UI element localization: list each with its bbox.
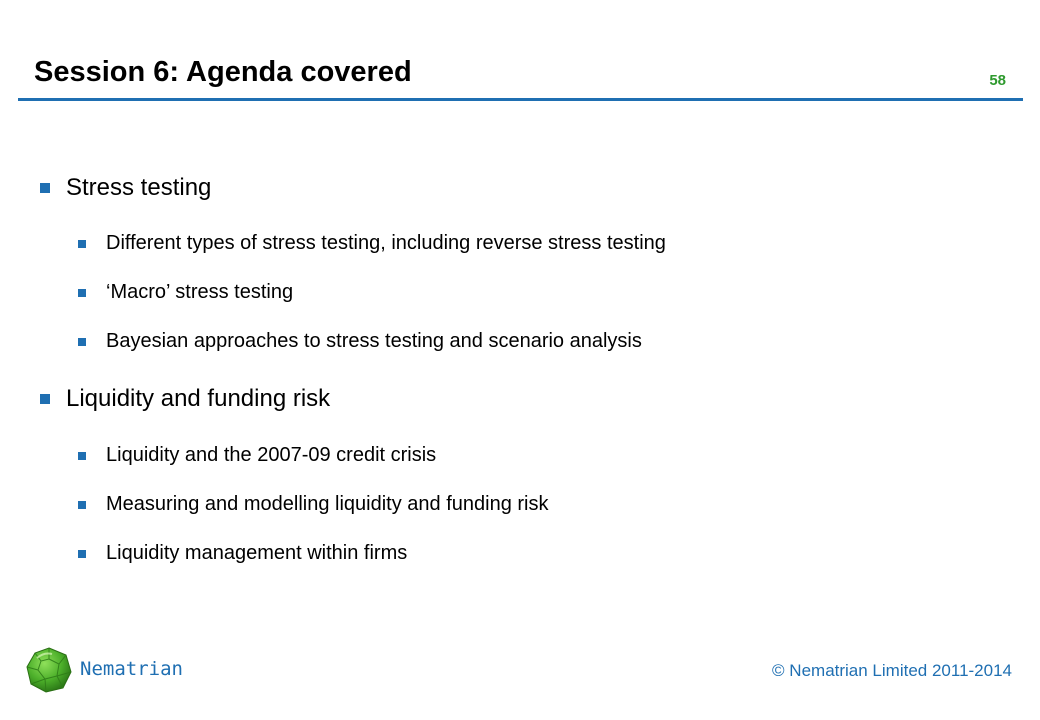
sub-bullet-item	[78, 281, 293, 304]
bullet-text: Stress testing	[66, 174, 212, 201]
square-bullet-icon	[40, 394, 50, 404]
bullet-item	[40, 174, 211, 202]
slide-title: Session 6: Agenda covered	[34, 56, 412, 88]
square-bullet-icon	[78, 289, 86, 297]
sub-bullet-item	[78, 330, 642, 353]
bullet-item	[40, 385, 330, 413]
footer-copyright: © Nematrian Limited 2011-2014	[772, 661, 1012, 680]
sub-bullet-text: ‘Macro’ stress testing	[106, 281, 294, 303]
sub-bullet-item	[78, 542, 407, 565]
sub-bullet-text: Different types of stress testing, including reverse stress testing	[106, 232, 666, 254]
square-bullet-icon	[78, 550, 86, 558]
square-bullet-icon	[78, 452, 86, 460]
slide-number: 58	[989, 72, 1006, 89]
square-bullet-icon	[78, 338, 86, 346]
sub-bullet-text: Liquidity and the 2007-09 credit crisis	[106, 444, 437, 466]
title-divider	[18, 98, 1023, 101]
geodesic-sphere-logo-icon	[24, 645, 74, 695]
square-bullet-icon	[78, 240, 86, 248]
bullet-text: Liquidity and funding risk	[66, 385, 331, 412]
sub-bullet-text: Measuring and modelling liquidity and funding risk	[106, 493, 549, 515]
sub-bullet-item	[78, 444, 436, 467]
square-bullet-icon	[40, 183, 50, 193]
sub-bullet-item	[78, 493, 548, 516]
sub-bullet-text: Bayesian approaches to stress testing and scenario analysis	[106, 330, 642, 352]
footer-brand: Nematrian	[80, 658, 183, 680]
sub-bullet-item	[78, 232, 666, 255]
square-bullet-icon	[78, 501, 86, 509]
sub-bullet-text: Liquidity management within firms	[106, 542, 408, 564]
